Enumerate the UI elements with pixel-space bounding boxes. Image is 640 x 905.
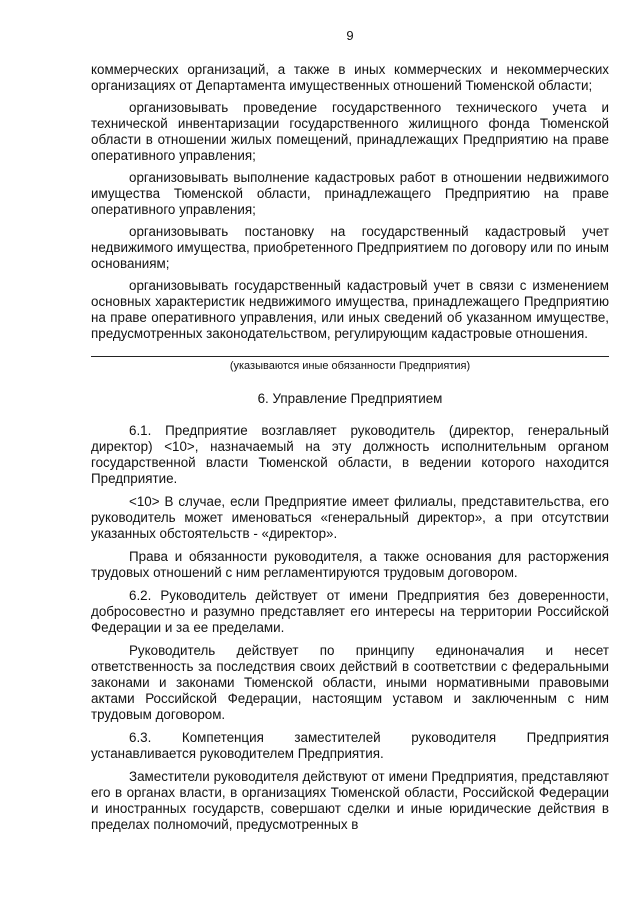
- page-content: [91, 62, 609, 833]
- paragraph-deputies: Заместители руководителя действуют от имени Предприятия, представляют его в органах власти, в организациях Тюменской области, Российской Федерации и иностранных государств, совершают сделки и иные юридические действия в пределах полномочий, предусмотренных в: [91, 769, 609, 832]
- paragraph-cadastral-registration: организовывать постановку на государственный кадастровый учет недвижимого имущества, приобретенного Предприятием по договору или по иным основаниям;: [91, 224, 609, 271]
- paragraph-rights-duties: Права и обязанности руководителя, а также основания для расторжения трудовых отношений с ним регламентируются трудовым договором.: [91, 549, 609, 580]
- page-number: 9: [346, 28, 354, 43]
- paragraph-6-2: 6.2. Руководитель действует от имени Предприятия без доверенности, добросовестно и разумно представляет его интересы на территории Российской Федерации и за ее пределами.: [91, 588, 609, 635]
- blank-fill-line: [91, 356, 609, 357]
- paragraph-cadastral-works: организовывать выполнение кадастровых работ в отношении недвижимого имущества Тюменской области, принадлежащего Предприятию на праве оперативного управления;: [91, 170, 609, 217]
- blank-caption: (указываются иные обязанности Предприятия): [229, 360, 471, 372]
- paragraph-6-3: 6.3. Компетенция заместителей руководителя Предприятия устанавливается руководителем Предприятия.: [91, 730, 609, 761]
- paragraph-6-1: 6.1. Предприятие возглавляет руководитель (директор, генеральный директор) <10>, назначаемый на эту должность исполнительным органом государственной власти Тюменской области, в ведении которого находится Предприятие.: [91, 423, 609, 486]
- paragraph-cadastral-changes: организовывать государственный кадастровый учет в связи с изменением основных характеристик недвижимого имущества, принадлежащего Предприятию на праве оперативного управления, или иных сведений об указанном имуществе, предусмотренных законодательством, регулирующим кадастровые отношения.: [91, 278, 609, 341]
- paragraph-footnote-10: <10> В случае, если Предприятие имеет филиалы, представительства, его руководитель может именоваться «генеральный директор», а при отсутствии указанных обстоятельств - «директор».: [91, 494, 609, 541]
- paragraph-continuation: коммерческих организаций, а также в иных коммерческих и некоммерческих организациях от Департамента имущественных отношений Тюменской области;: [91, 62, 609, 93]
- paragraph-responsibility: Руководитель действует по принципу единоначалия и несет ответственность за последствия своих действий в соответствии с федеральными законами и законами Тюменской области, иными нормативными правовыми актами Российской Федерации, настоящим уставом и заключенным с ним трудовым договором.: [91, 643, 609, 722]
- section-title: 6. Управление Предприятием: [257, 391, 443, 406]
- paragraph-technical-accounting: организовывать проведение государственного технического учета и технической инвентаризации государственного жилищного фонда Тюменской области в отношении жилых помещений, принадлежащих Предприятию на праве оперативного управления;: [91, 100, 609, 163]
